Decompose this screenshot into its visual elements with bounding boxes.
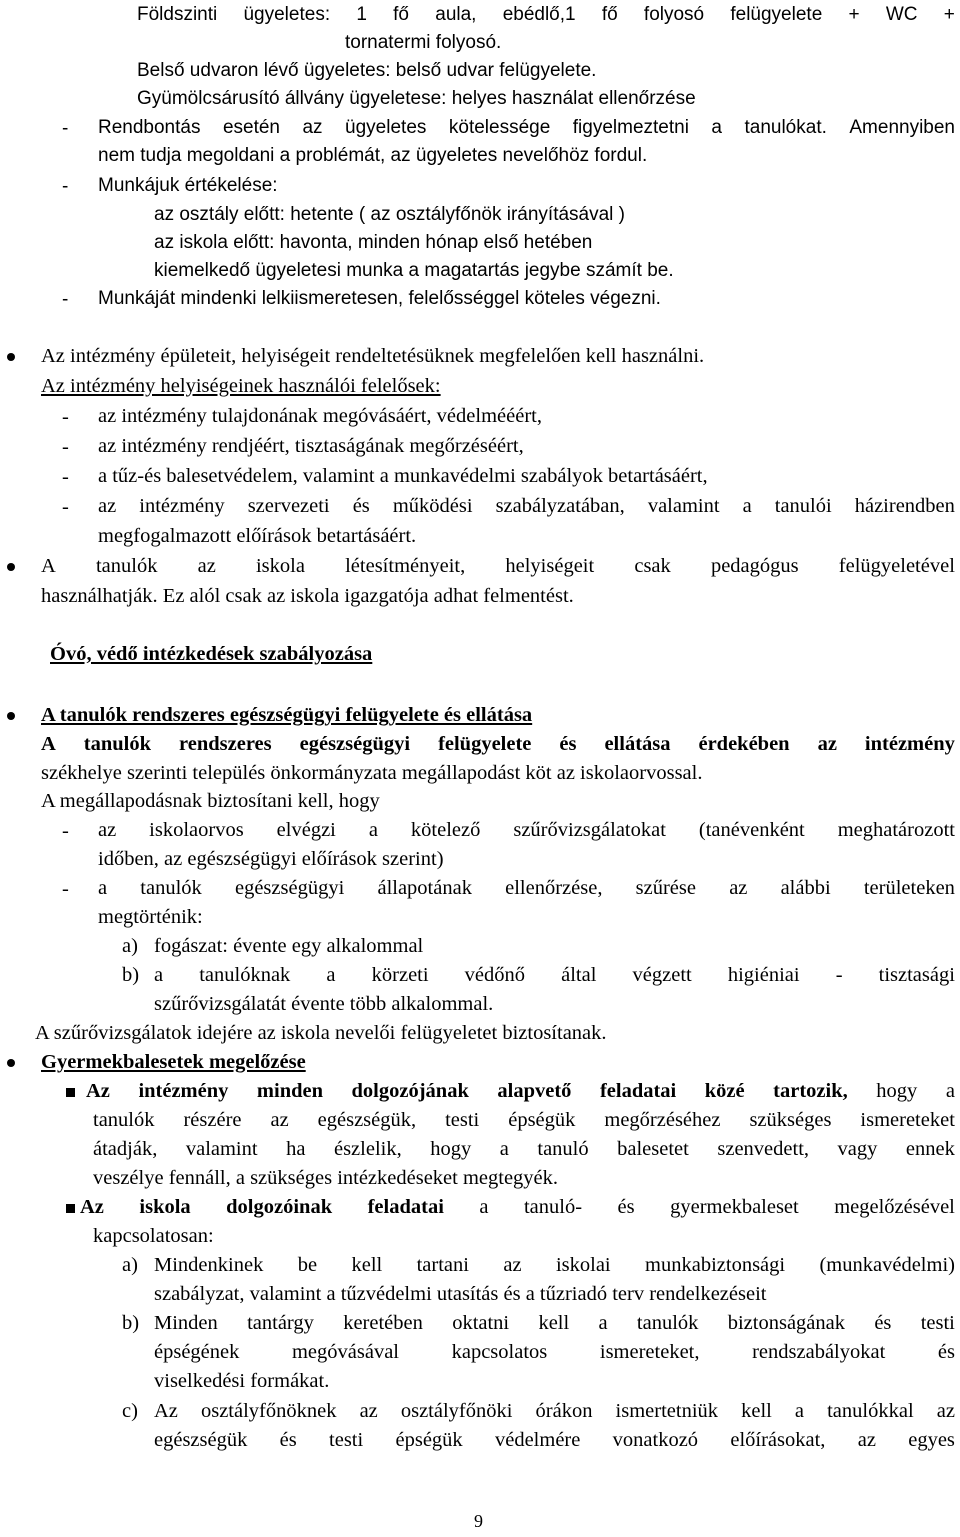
page-number: 9 (474, 1511, 483, 1531)
word: esetén (222, 117, 280, 138)
word: feladatai (367, 1196, 444, 1218)
word: a (598, 1312, 608, 1334)
list-marker: a) (122, 1254, 138, 1276)
dash-marker: - (62, 820, 69, 842)
word: szenvedett, (717, 1138, 810, 1160)
word: ha (286, 1138, 306, 1160)
word: az (503, 1254, 522, 1276)
dash-marker: - (62, 878, 69, 900)
word: épségének (154, 1341, 240, 1363)
word: részére (183, 1109, 242, 1131)
word: előírásokat, (730, 1429, 826, 1451)
text-line (137, 5, 955, 24)
dash-marker: - (62, 466, 69, 488)
word: + (848, 4, 860, 25)
text-line: A szűrővizsgálatok idejére az iskola nevelői felügyeletet biztosítanak. (35, 1022, 607, 1044)
subsection-heading: Gyermekbalesetek megelőzése (41, 1051, 306, 1073)
word: tisztasági (878, 964, 955, 986)
word: WC (885, 4, 918, 25)
text-line: Gyümölcsárusító állvány ügyeletese: helyes használat ellenőrzése (137, 88, 696, 109)
text-line: kapcsolatosan: (93, 1225, 214, 1247)
word: és (937, 1341, 955, 1363)
word: tanulóknak (199, 964, 291, 986)
word: egészségük, (317, 1109, 417, 1131)
text-line: fogászat: évente egy alkalommal (154, 935, 424, 957)
word: minden (256, 1080, 323, 1102)
text-line (154, 1342, 955, 1363)
word: a (479, 1196, 489, 1218)
list-marker: a) (122, 935, 138, 957)
word: testi (445, 1109, 480, 1131)
word: dolgozóinak (226, 1196, 333, 1218)
word: munkabiztonsági (645, 1254, 786, 1276)
word: tartani (416, 1254, 469, 1276)
word: testi (329, 1429, 364, 1451)
word: kötelező (410, 819, 481, 841)
word: intézmény (139, 495, 225, 517)
word: fő (393, 4, 410, 25)
word: alábbi (780, 877, 831, 899)
word: tanuló (537, 1138, 589, 1160)
word: a (326, 964, 336, 986)
word: a (742, 495, 752, 517)
text-line: az intézmény tulajdonának megóvásáért, védelmééért, (98, 405, 542, 427)
word: elvégzi (276, 819, 336, 841)
word: az (197, 555, 216, 577)
word: iskolai (555, 1254, 611, 1276)
word: érdekében (698, 733, 790, 755)
word: iskola (255, 555, 305, 577)
text-line: Munkáját mindenki lelkiismeretesen, felelősséggel köteles végezni. (98, 288, 661, 309)
word: tanuló- (523, 1196, 583, 1218)
word: biztonságának (727, 1312, 845, 1334)
dash-marker: - (62, 289, 69, 310)
word: - (835, 964, 843, 986)
word: dolgozójának (351, 1080, 469, 1102)
text-line: az intézmény rendjéért, tisztaságának megőrzéséért, (98, 435, 524, 457)
word: tanulók (95, 555, 158, 577)
word: által (561, 964, 597, 986)
word: szabályzatában, (495, 495, 625, 517)
word: intézmény (864, 733, 955, 755)
word: aula, (435, 4, 477, 25)
text-line: megtörténik: (98, 906, 203, 928)
text-line (41, 556, 955, 577)
word: helyiségeit (505, 555, 595, 577)
word: tanulók (140, 877, 202, 899)
word: iskolaorvos (149, 819, 244, 841)
word: folyosó (643, 4, 705, 25)
word: rendszabályokat (752, 1341, 886, 1363)
word: órákon (535, 1400, 593, 1422)
word: intézmény (138, 1080, 229, 1102)
word: ellátása (604, 733, 671, 755)
word: Mindenkinek (154, 1254, 264, 1276)
word: az (359, 1400, 378, 1422)
dash-marker: - (62, 406, 69, 428)
word: és (559, 733, 577, 755)
word: felügyeletével (838, 555, 955, 577)
word: Az (80, 1196, 104, 1218)
word: területeken (863, 877, 955, 899)
word: higiéniai (727, 964, 800, 986)
word: tanulói (774, 495, 832, 517)
word: az (270, 1109, 289, 1131)
word: az (729, 877, 748, 899)
list-marker: b) (122, 964, 140, 986)
text-line: Az intézmény épületeit, helyiségeit rendeltetésüknek megfelelően kell használni. (41, 345, 705, 367)
word: pedagógus (710, 555, 799, 577)
word: felügyelete (730, 4, 823, 25)
text-line: Munkájuk értékelése: (98, 175, 278, 196)
text-line: időben, az egészségügyi előírások szerint) (98, 848, 444, 870)
word: ismereteket (860, 1109, 955, 1131)
word: közé (704, 1080, 745, 1102)
word: a (711, 117, 722, 138)
text-line (154, 1313, 955, 1334)
word: épségük (395, 1429, 463, 1451)
word: Az (154, 1400, 178, 1422)
text-line (154, 1401, 955, 1422)
word: Az (86, 1080, 110, 1102)
text-line (41, 734, 955, 755)
text-line: tornatermi folyosó. (345, 32, 502, 53)
word: megelőzésével (834, 1196, 955, 1218)
text-line: nem tudja megoldani a problémát, az ügyeletes nevelőhöz fordul. (98, 145, 648, 166)
word: szervezeti (247, 495, 330, 517)
text-line (98, 820, 955, 841)
text-line: szabályzat, valamint a tűzvédelmi utasítás és a tűzriadó terv rendelkezéseit (154, 1283, 767, 1305)
text-line (98, 118, 955, 137)
dash-marker: - (62, 436, 69, 458)
word: rendszeres (179, 733, 272, 755)
word: szűrővizsgálatokat (513, 819, 666, 841)
word: Rendbontás (98, 117, 201, 138)
word: ügyeletes: (243, 4, 331, 25)
word: iskola (139, 1196, 191, 1218)
word: ismereteket, (599, 1341, 700, 1363)
word: egészségügyi (234, 877, 345, 899)
word: tantárgy (247, 1312, 314, 1334)
word: hogy (876, 1080, 918, 1102)
word: egyes (908, 1429, 955, 1451)
list-marker: c) (122, 1400, 138, 1422)
word: vagy (837, 1138, 878, 1160)
word: gyermekbaleset (670, 1196, 799, 1218)
word: egészségügyi (299, 733, 411, 755)
text-line (154, 1255, 955, 1276)
word: az (98, 495, 117, 517)
word: szűrése (635, 877, 696, 899)
word: osztályfőnöknek (200, 1400, 337, 1422)
word: végzett (632, 964, 692, 986)
word: kapcsolatos (451, 1341, 548, 1363)
text-line: Belső udvaron lévő ügyeletes: belső udvar felügyelete. (137, 60, 597, 81)
text-line: az osztály előtt: hetente ( az osztályfőnök irányításával ) (154, 204, 626, 225)
word: A (41, 555, 56, 577)
word: a (98, 877, 108, 899)
word: az (857, 1429, 876, 1451)
word: tanulók (636, 1312, 699, 1334)
word: ebédlő,1 (502, 4, 576, 25)
word: és (617, 1196, 635, 1218)
word: tanulók (93, 1109, 155, 1131)
word: felügyelete (438, 733, 532, 755)
word: épségük (508, 1109, 576, 1131)
word: a (154, 964, 164, 986)
text-line: az iskola előtt: havonta, minden hónap első hetében (154, 232, 593, 253)
word: kell (741, 1400, 772, 1422)
word: védőnő (464, 964, 526, 986)
text-line (93, 1110, 955, 1131)
word: + (943, 4, 955, 25)
word: testi (920, 1312, 955, 1334)
word: védelmére (494, 1429, 581, 1451)
word: A (41, 733, 56, 755)
word: szükséges (749, 1109, 832, 1131)
word: alapvető (497, 1080, 572, 1102)
text-line: A megállapodásnak biztosítani kell, hogy (41, 790, 380, 812)
word: a (945, 1080, 955, 1102)
dash-marker: - (62, 496, 69, 518)
word: csak (634, 555, 671, 577)
word: létesítményeit, (345, 555, 466, 577)
word: keretében (343, 1312, 423, 1334)
word: hogy (430, 1138, 472, 1160)
word: és (279, 1429, 297, 1451)
text-line (98, 496, 955, 517)
word: átadják, (93, 1138, 158, 1160)
square-bullet-icon (66, 1088, 75, 1097)
text-line (93, 1139, 955, 1160)
word: állapotának (377, 877, 472, 899)
word: megóvásával (291, 1341, 399, 1363)
bullet-icon (7, 563, 15, 571)
text-line (80, 1197, 955, 1218)
word: Amennyiben (849, 117, 955, 138)
word: a (794, 1400, 805, 1422)
word: balesetet (617, 1138, 689, 1160)
word: megőrzéséhez (604, 1109, 721, 1131)
text-line (86, 1081, 955, 1102)
word: tanulók (83, 733, 152, 755)
word: (munkavédelmi) (819, 1254, 955, 1276)
word: a (368, 819, 378, 841)
bullet-icon (7, 712, 15, 720)
word: vonatkozó (612, 1429, 699, 1451)
text-line: székhelye szerinti település önkormányzata megállapodást köt az iskolaorvossal. (41, 762, 703, 784)
word: tanulókat. (744, 117, 827, 138)
text-line (154, 965, 955, 986)
word: tanulókkal (827, 1400, 914, 1422)
word: meghatározott (837, 819, 955, 841)
word: egészségük (154, 1429, 248, 1451)
text-line: viselkedési formákat. (154, 1370, 330, 1392)
word: és (352, 495, 370, 517)
word: kell (538, 1312, 570, 1334)
word: fő (601, 4, 618, 25)
word: az (302, 117, 323, 138)
word: ügyeletes (345, 117, 427, 138)
word: valamint (647, 495, 720, 517)
word: Földszinti (137, 4, 218, 25)
bullet-icon (7, 353, 15, 361)
text-line: veszélye fennáll, a szükséges intézkedéseket megtegyék. (93, 1167, 559, 1189)
word: feladatai (599, 1080, 677, 1102)
word: körzeti (371, 964, 429, 986)
word: 1 (356, 4, 367, 25)
word: kell (351, 1254, 383, 1276)
word: valamint (185, 1138, 258, 1160)
word: észlelik, (333, 1138, 402, 1160)
word: az (817, 733, 837, 755)
word: oktatni (452, 1312, 510, 1334)
word: házirendben (854, 495, 955, 517)
dash-marker: - (62, 176, 69, 197)
text-line: szűrővizsgálatát évente több alkalommal. (154, 993, 494, 1015)
dash-marker: - (62, 118, 69, 139)
word: a (499, 1138, 509, 1160)
text-line (154, 1430, 955, 1451)
section-subheading: Az intézmény helyiségeinek használói felelősek: (41, 375, 441, 397)
text-line (98, 878, 955, 899)
word: (tanévenként (698, 819, 805, 841)
square-bullet-icon (66, 1204, 75, 1213)
word: tartozik, (773, 1080, 848, 1102)
bullet-icon (7, 1059, 15, 1067)
subsection-heading: A tanulók rendszeres egészségügyi felügyelete és ellátása (41, 704, 533, 726)
word: ennek (905, 1138, 955, 1160)
word: és (874, 1312, 892, 1334)
text-line: kiemelkedő ügyeletesi munka a magatartás jegybe számít be. (154, 260, 674, 281)
word: ellenőrzése, (505, 877, 603, 899)
word: Minden (154, 1312, 218, 1334)
word: osztályfőnöki (400, 1400, 513, 1422)
word: figyelmeztetni (572, 117, 689, 138)
section-heading: Óvó, védő intézkedések szabályozása (50, 643, 373, 665)
word: kötelessége (448, 117, 551, 138)
list-marker: b) (122, 1312, 140, 1334)
word: az (936, 1400, 955, 1422)
word: az (98, 819, 117, 841)
text-line: a tűz-és balesetvédelem, valamint a munkavédelmi szabályok betartásáért, (98, 465, 708, 487)
word: be (297, 1254, 318, 1276)
word: ismertetniük (615, 1400, 719, 1422)
text-line: megfogalmazott előírások betartásáért. (98, 525, 417, 547)
word: működési (392, 495, 473, 517)
text-line: használhatják. Ez alól csak az iskola igazgatója adhat felmentést. (41, 585, 574, 607)
